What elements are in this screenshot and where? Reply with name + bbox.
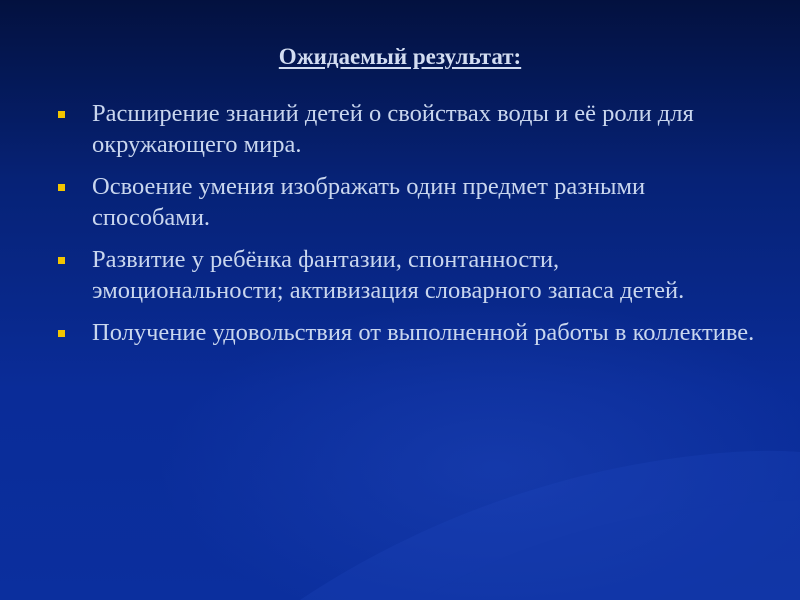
- bullet-text: Освоение умения изображать один предмет разными способами.: [92, 173, 646, 231]
- bullet-list: [56, 98, 756, 359]
- square-bullet-icon: [58, 257, 65, 264]
- slide-title: Ожидаемый результат:: [278, 44, 522, 69]
- bullet-item: [56, 98, 756, 160]
- square-bullet-icon: [58, 184, 65, 191]
- bullet-item: [56, 244, 756, 306]
- bullet-item: [56, 317, 756, 348]
- bullet-text: Получение удовольствия от выполненной работы в коллективе.: [92, 319, 755, 346]
- square-bullet-icon: [58, 111, 65, 118]
- bullet-text: Развитие у ребёнка фантазии, спонтанности, эмоциональности; активизация словарного запаса детей.: [92, 246, 685, 304]
- bullet-item: [56, 171, 756, 233]
- square-bullet-icon: [58, 330, 65, 337]
- bullet-text: Расширение знаний детей о свойствах воды и её роли для окружающего мира.: [92, 100, 694, 158]
